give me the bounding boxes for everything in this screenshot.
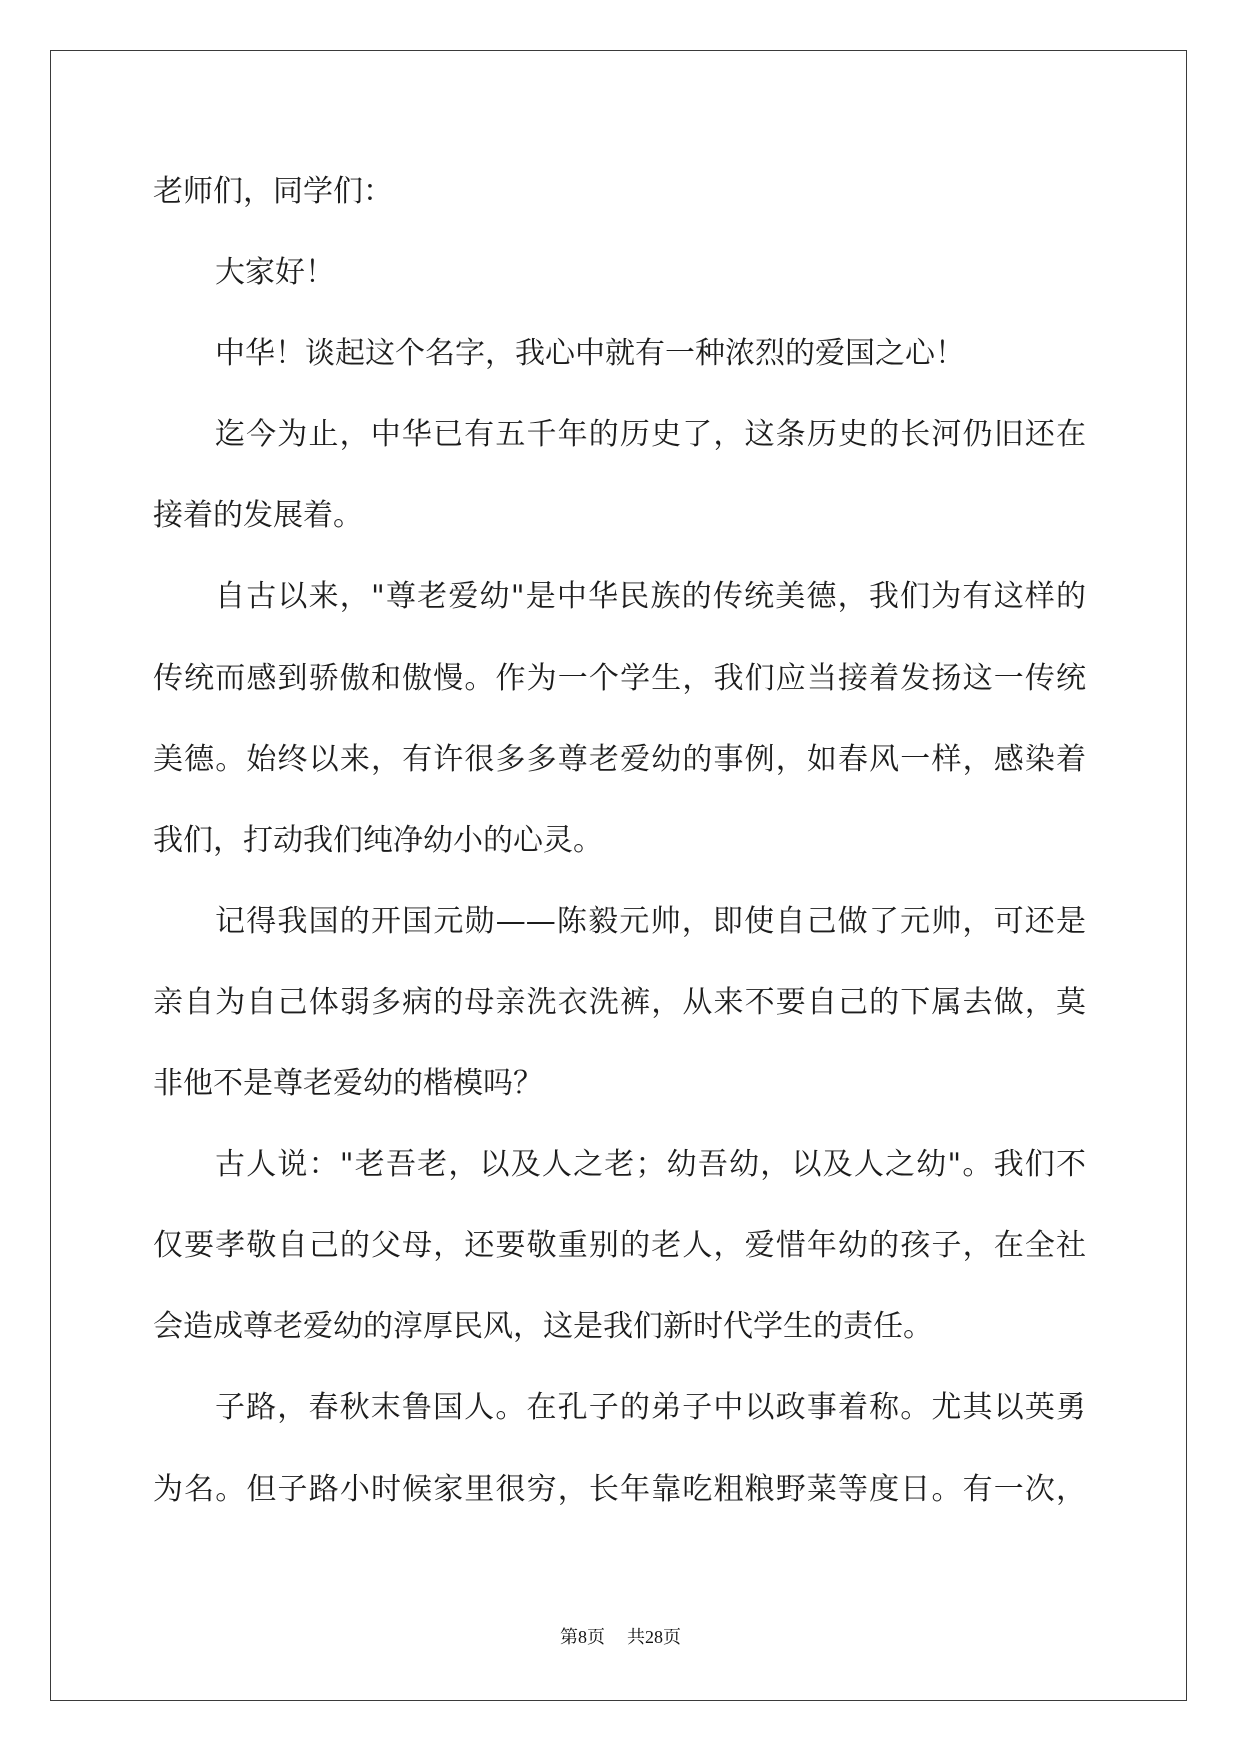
text-line: 接着的发展着。 xyxy=(153,498,363,534)
paragraph xyxy=(153,556,1086,880)
text-line: 仅要孝敬自己的父母，还要敬重别的老人，爱惜年幼的孩子，在全社 xyxy=(153,1228,1086,1264)
text-line: 非他不是尊老爱幼的楷模吗？ xyxy=(153,1066,543,1102)
paragraph-salutation xyxy=(153,151,1086,232)
text-line: 自古以来，"尊老爱幼"是中华民族的传统美德，我们为有这样的 xyxy=(215,579,1086,615)
text-line: 美德。始终以来，有许很多多尊老爱幼的事例，如春风一样，感染着 xyxy=(153,741,1086,777)
text-line: 迄今为止，中华已有五千年的历史了，这条历史的长河仍旧还在 xyxy=(215,417,1086,453)
paragraph xyxy=(153,313,1086,394)
text-line: 亲自为自己体弱多病的母亲洗衣洗裤，从来不要自己的下属去做，莫 xyxy=(153,984,1086,1020)
paragraph xyxy=(153,1124,1086,1367)
page-total: 共28页 xyxy=(627,1627,681,1647)
text-line: 记得我国的开国元勋——陈毅元帅，即使自己做了元帅，可还是 xyxy=(215,903,1086,939)
text-line: 古人说："老吾老，以及人之老；幼吾幼，以及人之幼"。我们不 xyxy=(215,1147,1086,1183)
text-line: 会造成尊老爱幼的淳厚民风，这是我们新时代学生的责任。 xyxy=(153,1309,933,1345)
text-line: 老师们，同学们： xyxy=(153,174,393,209)
text-line: 传统而感到骄傲和傲慢。作为一个学生，我们应当接着发扬这一传统 xyxy=(153,660,1086,696)
text-line: 子路，春秋末鲁国人。在孔子的弟子中以政事着称。尤其以英勇 xyxy=(215,1390,1086,1426)
paragraph-greeting xyxy=(153,232,1086,313)
paragraph xyxy=(153,394,1086,556)
document-body xyxy=(153,151,1086,1530)
paragraph xyxy=(153,1367,1086,1529)
page-number: 第8页 xyxy=(560,1627,605,1647)
text-line: 我们，打动我们纯净幼小的心灵。 xyxy=(153,822,603,858)
paragraph xyxy=(153,881,1086,1124)
page-footer xyxy=(0,1625,1241,1649)
text-line: 大家好！ xyxy=(215,255,335,291)
text-line: 为名。但子路小时候家里很穷，长年靠吃粗粮野菜等度日。有一次， xyxy=(153,1471,1086,1507)
text-line: 中华！谈起这个名字，我心中就有一种浓烈的爱国之心！ xyxy=(215,336,965,372)
